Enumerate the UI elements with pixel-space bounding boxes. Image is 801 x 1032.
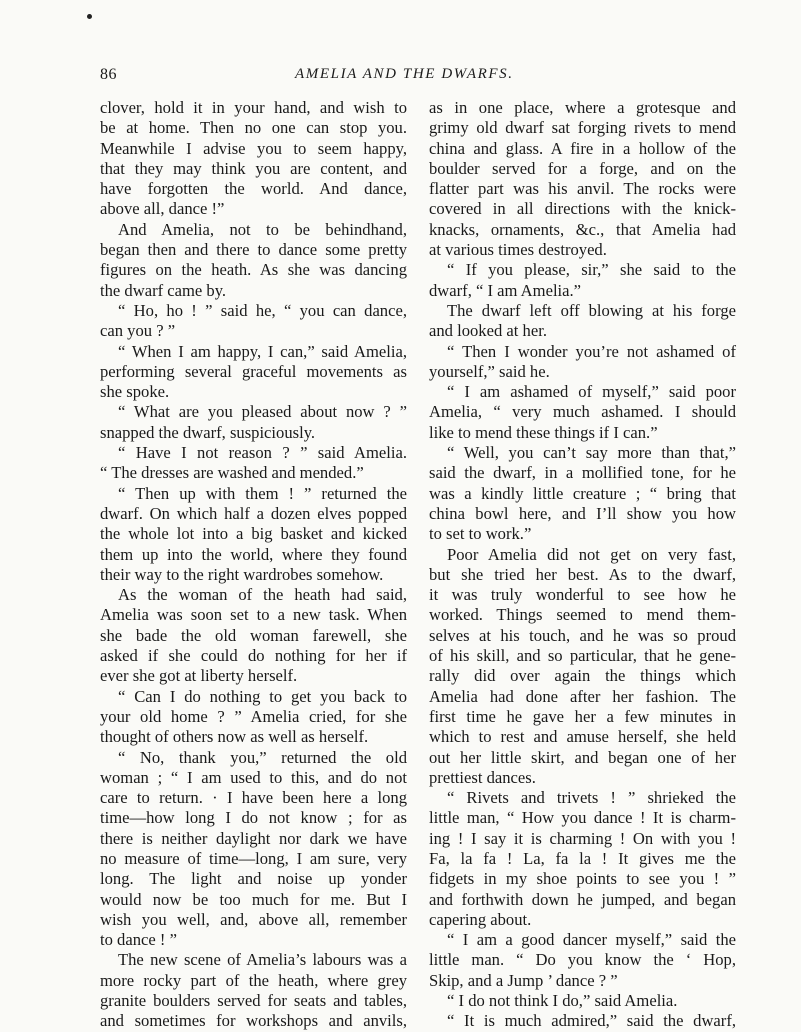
text-line: “ I am ashamed of myself,” said poor (447, 382, 736, 402)
running-title: AMELIA AND THE DWARFS. (295, 66, 514, 82)
text-line: “ Ho, ho ! ” said he, “ you can dance, (118, 300, 407, 320)
text-line: she spoke. (100, 382, 170, 402)
text-line: woman ; “ I am used to this, and do not (100, 767, 407, 787)
text-column-right (429, 98, 736, 1032)
text-line: can you ? ” (100, 321, 176, 341)
text-line: clover, hold it in your hand, and wish to (100, 98, 407, 117)
text-line: that they may think you are content, and (100, 158, 407, 178)
text-line: as in one place, where a grotesque and (429, 98, 736, 117)
text-line: And Amelia, not to be behindhand, (118, 219, 407, 239)
text-line: figures on the heath. As she was dancing (100, 260, 407, 280)
text-line: yourself,” said he. (429, 361, 550, 381)
text-line: above all, dance !” (100, 199, 225, 219)
text-line: long. The light and noise up yonder (100, 869, 407, 889)
text-line: began then and there to dance some pretty (100, 240, 407, 260)
text-line: and sometimes for workshops and anvils, (100, 1011, 407, 1031)
text-line: granite boulders served for seats and tables, (100, 991, 407, 1011)
text-line: “ No, thank you,” returned the old (118, 747, 407, 767)
text-line: prettiest dances. (429, 767, 536, 787)
text-line: to dance ! ” (100, 930, 177, 950)
text-line: “ It is much admired,” said the dwarf, (447, 1011, 736, 1031)
text-line: like to mend these things if I can.” (429, 422, 658, 442)
text-line: have forgotten the world. And dance, (100, 179, 407, 199)
text-line: the whole lot into a big basket and kicked (100, 524, 407, 544)
text-line: “ Well, you can’t say more than that,” (447, 443, 736, 463)
text-line: their way to the right wardrobes somehow. (100, 564, 384, 584)
text-line: capering about. (429, 909, 532, 929)
text-line: rally did over again the things which (429, 666, 736, 686)
text-line: Poor Amelia did not get on very fast, (447, 544, 736, 564)
text-line: your old home ? ” Amelia cried, for she (100, 706, 407, 726)
text-line: and forthwith down he jumped, and began (429, 889, 736, 909)
text-line: time—how long I do not know ; for as (100, 808, 407, 828)
text-line: The dwarf left off blowing at his forge (447, 300, 736, 320)
text-line: to set to work.” (429, 524, 532, 544)
text-column-left (100, 98, 407, 1032)
text-line: would now be too much for me. But I (100, 889, 407, 909)
text-line: “ Then I wonder you’re not ashamed of (447, 341, 736, 361)
text-line: Fa, la fa ! La, fa la ! It gives me the (429, 848, 736, 868)
text-line: dwarf, “ I am Amelia.” (429, 280, 582, 300)
text-line: “ Have I not reason ? ” said Amelia. (118, 443, 407, 463)
text-line: snapped the dwarf, suspiciously. (100, 422, 316, 442)
page-number: 86 (100, 66, 117, 83)
text-line: As the woman of the heath had said, (118, 585, 407, 605)
text-line: be at home. Then no one can stop you. (100, 118, 407, 138)
text-line: wish you well, and, above all, remember (100, 909, 407, 929)
running-header (100, 66, 740, 88)
text-line: out her little skirt, and began one of her (429, 747, 736, 767)
text-line: “ I am a good dancer myself,” said the (447, 930, 736, 950)
text-line: no measure of time—long, I am sure, very (100, 848, 407, 868)
text-line: Amelia had done after her fashion. The (429, 686, 736, 706)
text-line: there is neither daylight nor dark we have (100, 828, 407, 848)
text-line: Skip, and a Jump ’ dance ? ” (429, 970, 618, 990)
text-line: first time he gave her a few minutes in (429, 706, 736, 726)
text-line: “ Can I do nothing to get you back to (118, 686, 407, 706)
text-line: of his skill, and so particular, that he gene- (429, 646, 736, 666)
text-line: grimy old dwarf sat forging rivets to mend (429, 118, 736, 138)
text-line: which to rest and amuse herself, she held (429, 727, 736, 747)
text-line: “ Then up with them ! ” returned the (118, 483, 407, 503)
text-line: it was truly wonderful to see how he (429, 585, 736, 605)
text-line: thought of others now as well as herself. (100, 727, 369, 747)
text-line: ing ! I say it is charming ! On with you ! (429, 828, 736, 848)
text-line: china bowl here, and I’ll show you how (429, 503, 736, 523)
text-line: was a kindly little creature ; “ bring that (429, 483, 736, 503)
text-line: boulder served for a forge, and on the (429, 158, 736, 178)
text-line: flatter part was his anvil. The rocks were (429, 179, 736, 199)
text-line: fidgets in my shoe points to see you ! ” (429, 869, 736, 889)
text-line: and looked at her. (429, 321, 547, 341)
text-line: she bade the old woman farewell, she (100, 625, 407, 645)
text-line: “ I do not think I do,” said Amelia. (447, 991, 678, 1011)
text-line: said the dwarf, in a mollified tone, for he (429, 463, 736, 483)
text-line: Meanwhile I advise you to seem happy, (100, 138, 407, 158)
text-line: The new scene of Amelia’s labours was a (118, 950, 407, 970)
text-line: dwarf. On which half a dozen elves popped (100, 503, 407, 523)
text-line: asked if she could do nothing for her if (100, 646, 407, 666)
text-line: Amelia was soon set to a new task. When (100, 605, 407, 625)
text-line: china and glass. A fire in a hollow of the (429, 138, 736, 158)
text-line: “ The dresses are washed and mended.” (100, 463, 364, 483)
text-line: “ When I am happy, I can,” said Amelia, (118, 341, 407, 361)
text-line: covered in all directions with the knick- (429, 199, 736, 219)
text-line: more rocky part of the heath, where grey (100, 970, 407, 990)
text-line: performing several graceful movements as (100, 361, 407, 381)
text-line: worked. Things seemed to mend them- (429, 605, 736, 625)
text-line: care to return. · I have been here a long (100, 788, 407, 808)
text-line: them up into the world, where they found (100, 544, 407, 564)
text-line: Amelia, “ very much ashamed. I should (429, 402, 736, 422)
text-line: the dwarf came by. (100, 280, 227, 300)
text-line: “ If you please, sir,” she said to the (447, 260, 736, 280)
print-speck (87, 14, 92, 19)
text-line: but she tried her best. As to the dwarf, (429, 564, 736, 584)
text-line: “ Rivets and trivets ! ” shrieked the (447, 788, 736, 808)
text-line: at various times destroyed. (429, 240, 607, 260)
text-line: selves at his touch, and he was so proud (429, 625, 736, 645)
text-line: knacks, ornaments, &c., that Amelia had (429, 219, 736, 239)
text-line: ever she got at liberty herself. (100, 666, 298, 686)
text-line: “ What are you pleased about now ? ” (118, 402, 407, 422)
text-line: little man. “ Do you know the ‘ Hop, (429, 950, 736, 970)
text-line: little man, “ How you dance ! It is charm- (429, 808, 736, 828)
